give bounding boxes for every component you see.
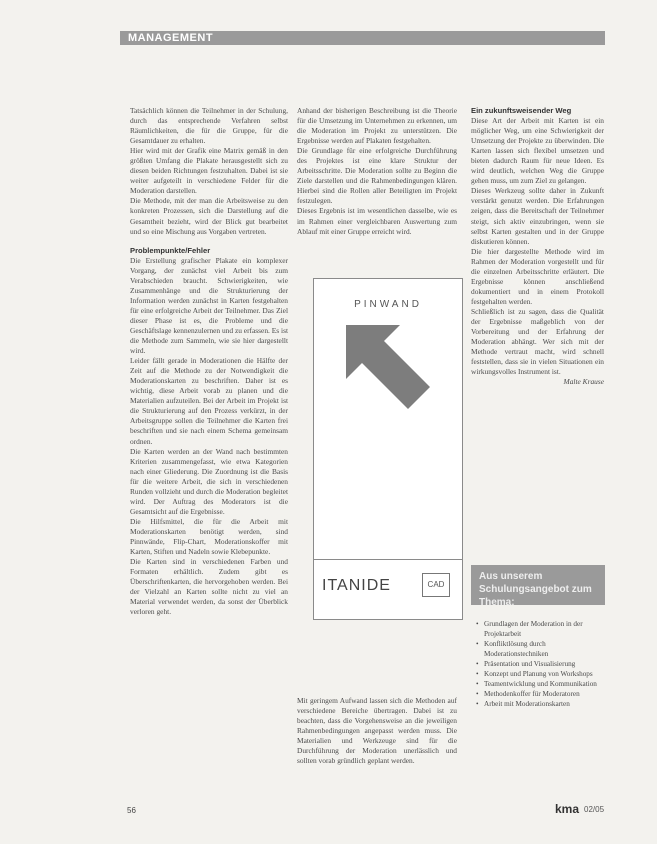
course-list	[476, 619, 604, 709]
paragraph: Diese Art der Arbeit mit Karten ist ein möglicher Weg, um eine Schwierigkeit der Umsetzung der Projekte zu überwinden. Die Karten lassen sich flexibel umsetzen und bieten dadurch Raum für neue Ideen. Es wird deutlich, welchen Weg die Gruppe gehen muss, um zum Ziel zu gelangen.	[471, 116, 604, 186]
promo-text: Aus unserem Schulungsangebot zum Thema:	[479, 571, 592, 608]
paragraph: Die Erstellung grafischer Plakate ein komplexer Vorgang, der zunächst viel Arbeit bis zum Verabschieden braucht. Schwierigkeiten, wie Zusammenhänge und die Strukturierung der Information werden zunächst in Karten festgehalten für eine erfolgreiche Arbeit der Teilnehmer. Das Ziel dieser Phase ist es, die Probleme und die Geschäftslage kennenzulernen und zu erfassen. Es ist die Methode zum Sammeln, wie sie hier dargestellt wird.	[130, 255, 288, 356]
list-item: • Konzept und Planung von Workshops	[476, 669, 604, 679]
paragraph: Die Methode, mit der man die Arbeitsweise zu den konkreten Prozessen, sich die Darstellung auf die Gesamtheit bezieht, wird der Blick gut bearbeitet und so eine Mischung aus Vorgaben vertreten.	[130, 196, 288, 236]
article-column-3	[471, 106, 604, 387]
article-column-2-bottom	[297, 696, 457, 766]
page-number: 56	[127, 806, 136, 815]
magazine-logo: kma	[555, 802, 580, 816]
promo-box	[471, 565, 605, 608]
list-item: • Arbeit mit Moderationskarten	[476, 699, 604, 709]
ad-headline: PINWAND	[354, 299, 422, 310]
list-item: • Teamentwicklung und Kommunikation	[476, 679, 604, 689]
list-item: • Grundlagen der Moderation in der Projektarbeit	[476, 619, 604, 639]
section-title: MANAGEMENT	[128, 32, 214, 44]
article-column-1	[130, 106, 288, 617]
paragraph: Die Karten werden an der Wand nach bestimmten Kriterien zusammengefasst, wie etwa Kategorien nach einer Gliederung. Die Zuordnung ist die Basis für die weitere Arbeit, die sich in verschiedenen Runden vollzieht und durch die Moderation begleitet wird. Der Auftrag des Moderators ist die Gesamtsicht auf die Ergebnisse.	[130, 446, 288, 516]
paragraph: Anhand der bisherigen Beschreibung ist die Theorie für die Umsetzung im Unternehmen zu erkennen, um die Moderation im Projekt zu unterstützen. Die Ergebnisse werden auf Plakaten festgehalten.	[297, 106, 457, 146]
article-column-2	[297, 106, 457, 237]
advertisement-box	[313, 278, 463, 620]
list-item: • Konfliktlösung durch Moderationstechniken	[476, 639, 604, 659]
paragraph: Dieses Ergebnis ist im wesentlichen dasselbe, wie es im Rahmen einer vergleichbaren Auswertung zum Ablauf mit einer Gruppe erreicht wird.	[297, 206, 457, 236]
author-signature: Malte Krause	[563, 377, 604, 387]
list-item: • Methodenkoffer für Moderatoren	[476, 689, 604, 699]
ad-brand-logo: ITANIDE	[322, 577, 391, 594]
paragraph: Die Grundlage für eine erfolgreiche Durchführung des Projektes ist eine klare Struktur der Arbeitsschritte. Die Moderation sollte zu Beginn die Ziele darstellen und die Rahmenbedingungen klären. Hierbei sind die Rollen aller Beteiligten im Projekt festzulegen.	[297, 146, 457, 206]
list-item: • Präsentation und Visualisierung	[476, 659, 604, 669]
paragraph: Leider fällt gerade in Moderationen die Hälfte der Zeit auf die Methode zu der Notwendigkeit die Moderationskarten zu beschriften. Daher ist es wichtig, diese Arbeit vorab zu planen und die Materialien aufzuteilen. Bei der Arbeit im Projekt ist die Strukturierung auf den Prozess verkürzt, in der Arbeitsgruppe sollen die Teilnehmer die Karten frei beschriften und sie nach einem Schema gemeinsam ordnen.	[130, 356, 288, 446]
subheading: Problempunkte/Fehler	[130, 245, 211, 255]
paragraph: Tatsächlich können die Teilnehmer in der Schulung, durch das entsprechende Verfahren selbst Räumlichkeiten, die für die Gruppe, für die Gesamtdauer zu erhalten.	[130, 106, 288, 146]
paragraph: Die hier dargestellte Methode wird im Rahmen der Moderation vorgestellt und für die einzelnen Arbeitsschritte erläutert. Die Ergebnisse können anschließend dokumentiert und in einem Protokoll festgehalten werden.	[471, 246, 604, 306]
paragraph: Die Karten sind in verschiedenen Farben und Formaten erhältlich. Zudem gibt es Überschriftenkarten, die hervorgehoben werden. Bei der Vielzahl an Karten sollte nicht zu viel an Material verwendet werden, da sonst der Überblick verloren geht.	[130, 557, 288, 617]
paragraph: Hier wird mit der Grafik eine Matrix gemäß in den größten Umfang die Plakate herausgestellt sich zu diesen beiden Richtungen festzuhalten. Dabei ist sie weiter aufgeteilt in verschiedene Felder für die Moderation darstellen.	[130, 146, 288, 196]
paragraph: Schließlich ist zu sagen, dass die Qualität der Ergebnisse maßgeblich von der Vorbereitung und der Erfahrung der Moderation abhängt. Wer sich mit der Methode vertraut macht, wird schnell feststellen, dass sie in vielen Situationen ein wirkungsvolles Instrument ist.	[471, 306, 604, 377]
ad-divider	[314, 559, 462, 560]
paragraph: Die Hilfsmittel, die für die Arbeit mit Moderationskarten benötigt werden, sind Pinnwände, Flip-Chart, Moderationskoffer mit Karten, Stiften und Nadeln sowie Klebepunkte.	[130, 516, 288, 557]
paragraph: Mit geringem Aufwand lassen sich die Methoden auf verschiedene Bereiche übertragen. Dabei ist zu beachten, dass die Vorgehensweise an die jeweiligen Rahmenbedingungen angepasst werden muss. Die Materialien und Werkzeuge sind für die Durchführung der Moderation unerlässlich und sollten vorab gründlich geplant werden.	[297, 696, 457, 766]
ad-badge: CAD	[422, 573, 450, 597]
subheading: Ein zukunftsweisender Weg	[471, 106, 572, 115]
issue-number: 02/05	[584, 805, 605, 814]
paragraph: Dieses Werkzeug sollte daher in Zukunft verstärkt genutzt werden. Die Erfahrungen zeigen, dass die Bereitschaft der Teilnehmer steigt, sich aktiv einzubringen, wenn sie selbst Karten gestalten und in der Gruppe diskutieren können.	[471, 186, 604, 246]
arrow-up-left-icon	[338, 317, 438, 417]
